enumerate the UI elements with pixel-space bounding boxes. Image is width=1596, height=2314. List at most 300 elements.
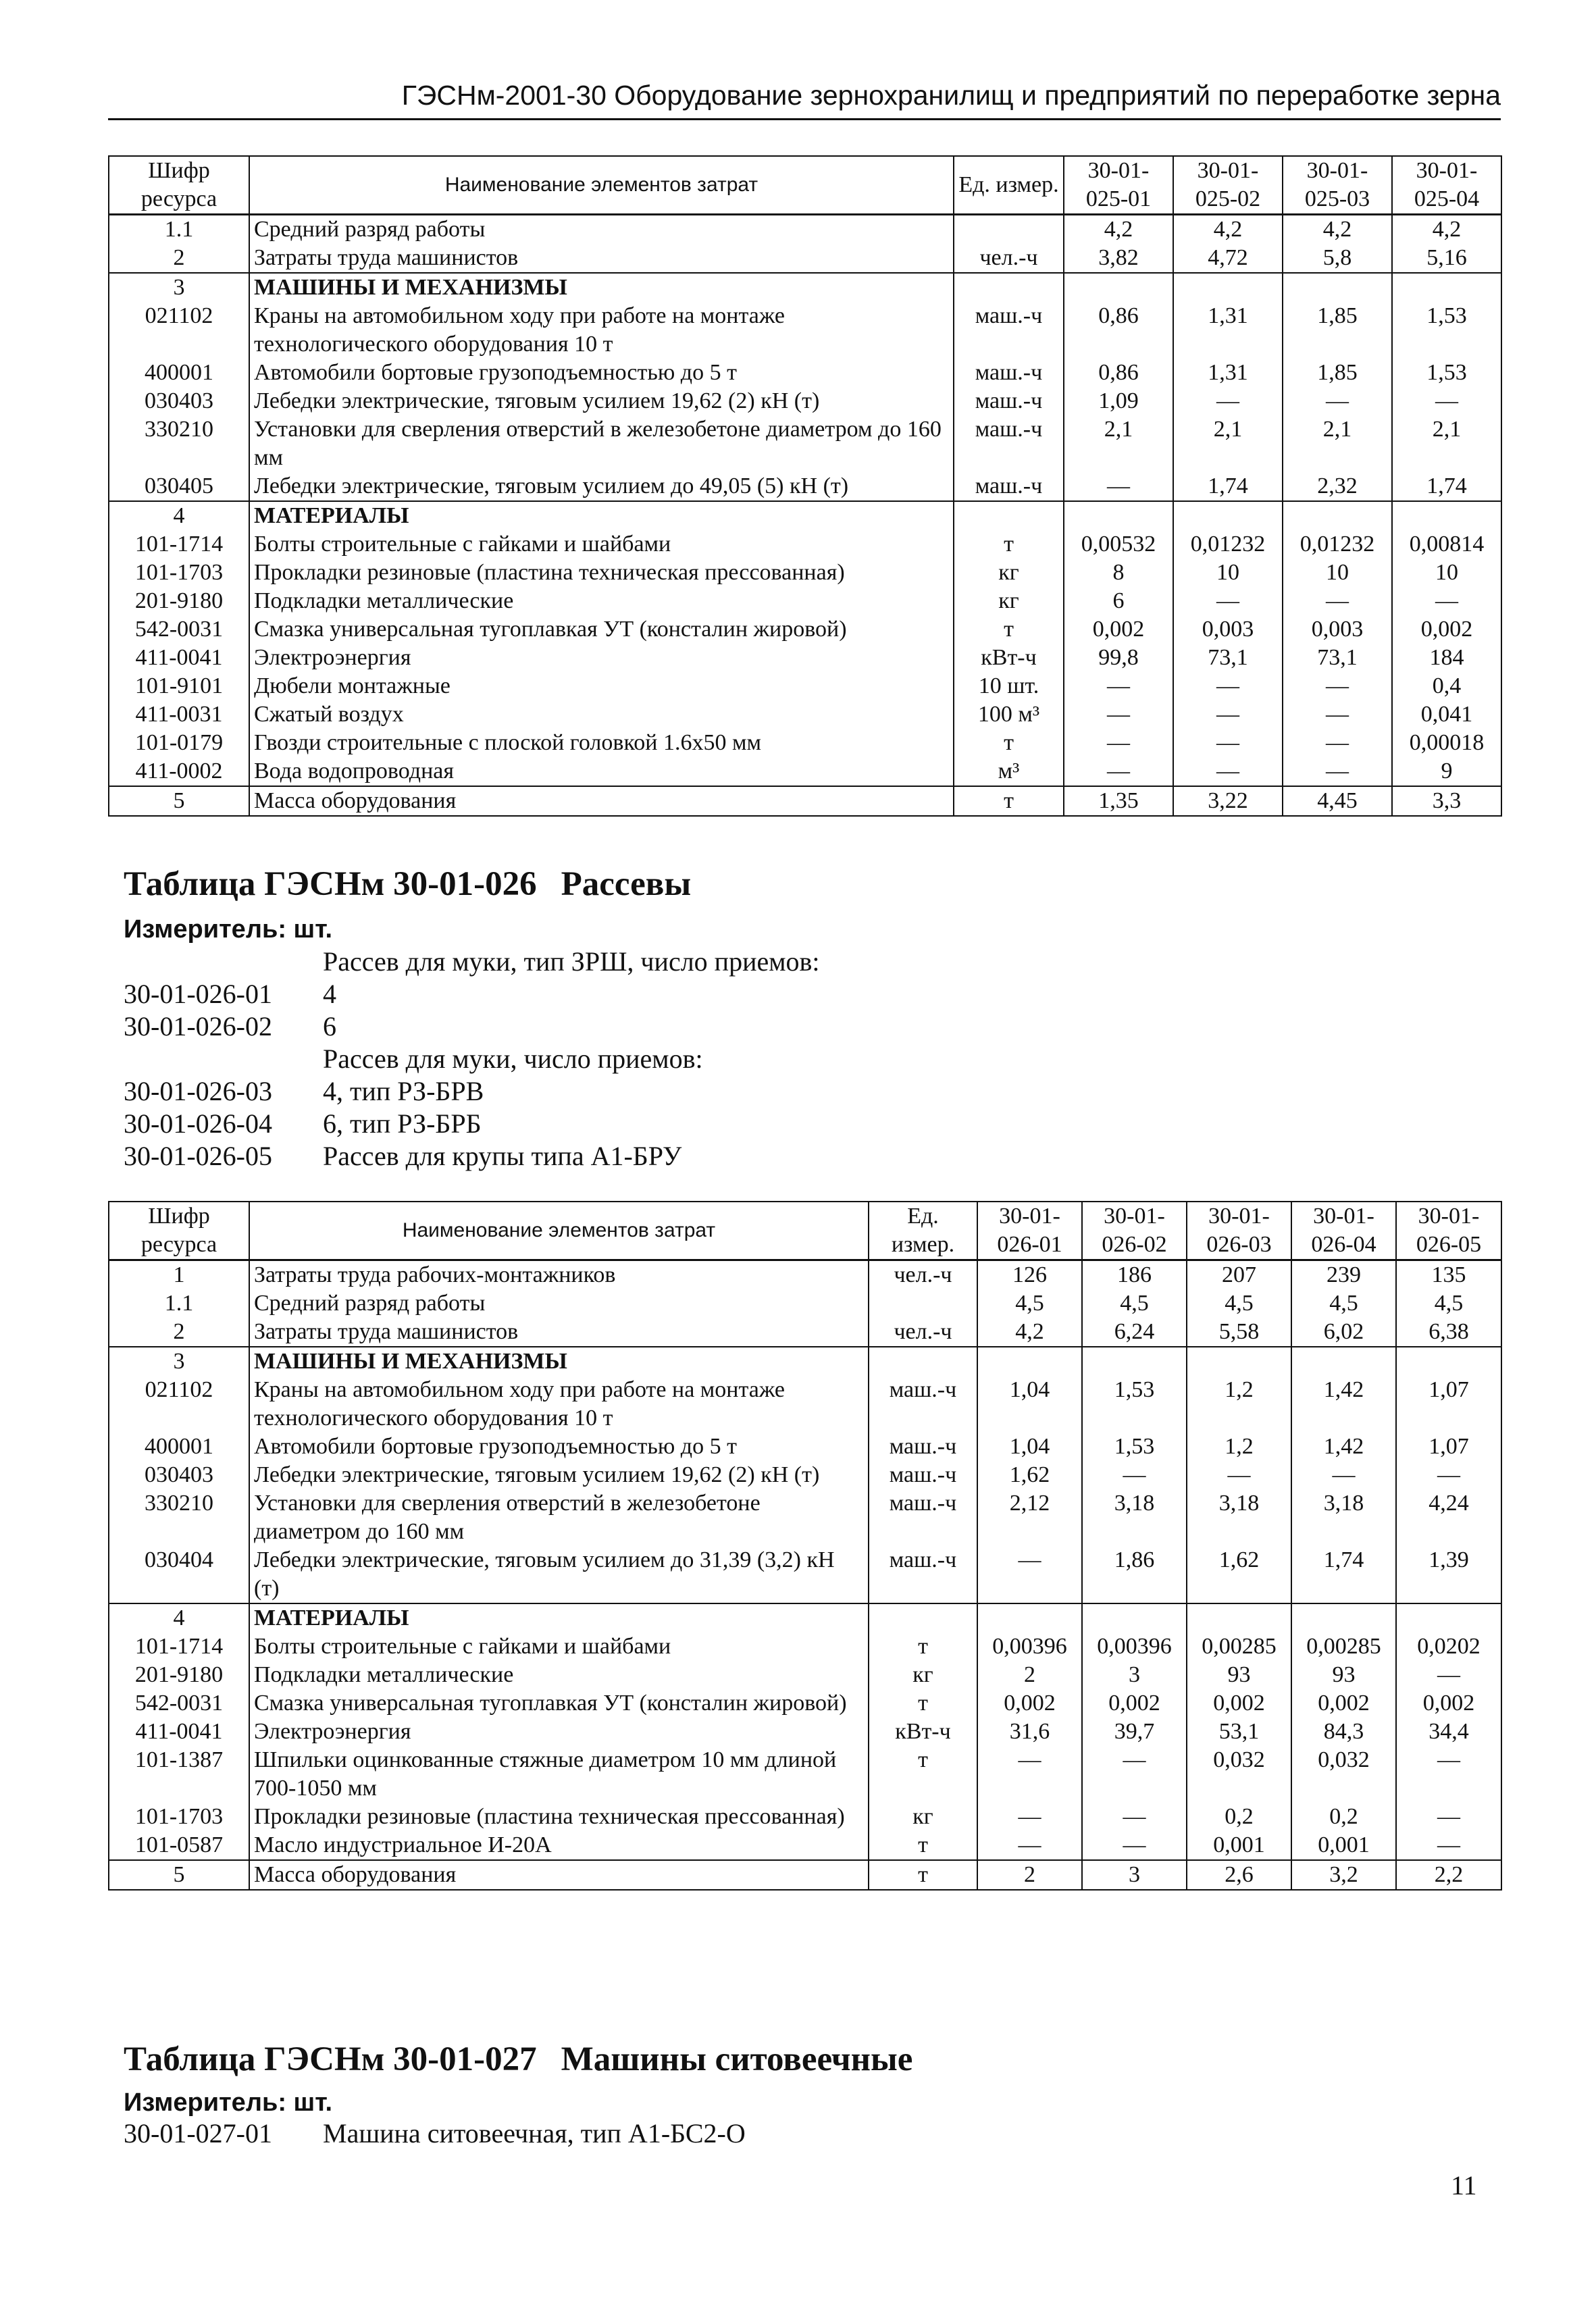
cost-element-name-cell: Смазка универсальная тугоплавкая УТ (консталин жировой) — [249, 1689, 869, 1718]
unit-cell: т — [869, 1746, 977, 1803]
value-cell: 1,07 — [1396, 1376, 1501, 1433]
table-row — [109, 244, 1501, 273]
value-cell: — — [1291, 1461, 1396, 1489]
resource-code-cell: 411-0031 — [109, 700, 249, 729]
value-cell: 3,18 — [1082, 1489, 1187, 1546]
cost-element-name-cell: Лебедки электрические, тяговым усилием 19,62 (2) кН (т) — [249, 1461, 869, 1489]
cost-element-name-cell: Автомобили бортовые грузоподъемностью до 5 т — [249, 359, 954, 387]
unit-cell: маш.-ч — [869, 1546, 977, 1603]
value-cell: 184 — [1392, 644, 1501, 672]
cost-element-name-cell: Автомобили бортовые грузоподъемностью до 5 т — [249, 1433, 869, 1461]
cost-element-name-cell: Вода водопроводная — [249, 757, 954, 786]
cost-element-name-cell: Смазка универсальная тугоплавкая УТ (консталин жировой) — [249, 615, 954, 644]
resource-code-cell: 101-1714 — [109, 1632, 249, 1661]
cost-element-name-cell: Средний разряд работы — [249, 1289, 869, 1318]
resource-code-cell: 3 — [109, 273, 249, 302]
cost-element-name-cell: Дюбели монтажные — [249, 672, 954, 700]
value-cell: — — [1392, 587, 1501, 615]
value-cell: — — [1173, 757, 1283, 786]
table-title-name: Машины ситовеечные — [561, 2040, 913, 2078]
table-row — [109, 1718, 1501, 1746]
value-cell: — — [977, 1803, 1082, 1831]
value-cell: — — [1064, 672, 1173, 700]
value-cell: 1,62 — [1187, 1546, 1291, 1603]
cost-element-name-cell: Масса оборудования — [249, 786, 954, 816]
value-cell — [1283, 273, 1392, 302]
cost-element-name-cell: Сжатый воздух — [249, 700, 954, 729]
table-body — [109, 215, 1501, 817]
value-cell: 4,5 — [1187, 1289, 1291, 1318]
table-row — [109, 273, 1501, 302]
value-cell: 34,4 — [1396, 1718, 1501, 1746]
variant-description: Рассев для муки, число приемов: — [323, 1044, 703, 1074]
value-cell — [1064, 273, 1173, 302]
unit-cell — [954, 273, 1064, 302]
resource-code-cell: 101-0179 — [109, 729, 249, 757]
variant-code: 30-01-026-01 — [124, 979, 272, 1009]
value-cell: — — [1396, 1746, 1501, 1803]
variant-row — [124, 978, 1137, 1010]
value-cell: 5,58 — [1187, 1318, 1291, 1347]
value-cell: — — [977, 1546, 1082, 1603]
resource-code-cell: 411-0041 — [109, 1718, 249, 1746]
resource-code-cell: 030404 — [109, 1546, 249, 1603]
table-row — [109, 757, 1501, 786]
resource-code-cell: 400001 — [109, 1433, 249, 1461]
value-cell — [1187, 1347, 1291, 1376]
value-cell: 9 — [1392, 757, 1501, 786]
cost-element-name-cell: Установки для сверления отверстий в железобетоне диаметром до 160 мм — [249, 415, 954, 472]
resource-code-cell: 2 — [109, 244, 249, 273]
resource-code-cell: 411-0041 — [109, 644, 249, 672]
variant-description: Рассев для крупы типа А1-БРУ — [323, 1141, 682, 1171]
value-cell: 0,2 — [1187, 1803, 1291, 1831]
value-cell: 1,53 — [1392, 359, 1501, 387]
value-cell: 4,45 — [1283, 786, 1392, 816]
variant-row — [124, 1010, 1137, 1043]
value-cell: 3,18 — [1291, 1489, 1396, 1546]
header-unit: Ед. измер. — [869, 1202, 977, 1260]
value-cell: 0,00018 — [1392, 729, 1501, 757]
unit-cell: чел.-ч — [869, 1260, 977, 1290]
header-name: Наименование элементов затрат — [249, 1202, 869, 1260]
variant-code: 30-01-026-05 — [124, 1141, 272, 1171]
table-title-code: Таблица ГЭСНм 30-01-026 — [124, 865, 537, 903]
unit-cell — [954, 501, 1064, 530]
table-row — [109, 1860, 1501, 1890]
value-cell: 0,032 — [1187, 1746, 1291, 1803]
value-cell: 0,00285 — [1187, 1632, 1291, 1661]
variant-code — [124, 946, 323, 978]
variant-row — [124, 1140, 1137, 1173]
value-cell: 0,002 — [1396, 1689, 1501, 1718]
resource-code-cell: 101-1703 — [109, 559, 249, 587]
value-cell: 2,12 — [977, 1489, 1082, 1546]
value-cell: 0,001 — [1187, 1831, 1291, 1860]
variant-list — [124, 2117, 1137, 2150]
value-cell: 186 — [1082, 1260, 1187, 1290]
unit-cell: т — [869, 1831, 977, 1860]
resource-code-cell: 5 — [109, 786, 249, 816]
unit-cell: кг — [869, 1661, 977, 1689]
value-cell: 0,00814 — [1392, 530, 1501, 559]
value-cell: 2,32 — [1283, 472, 1392, 501]
table-row — [109, 587, 1501, 615]
table-title-30-01-027 — [124, 2040, 912, 2079]
value-cell: 0,001 — [1291, 1831, 1396, 1860]
value-cell: 3 — [1082, 1860, 1187, 1890]
value-cell: — — [1173, 700, 1283, 729]
unit-cell: чел.-ч — [954, 244, 1064, 273]
value-cell: — — [1283, 700, 1392, 729]
value-cell: 6,24 — [1082, 1318, 1187, 1347]
value-cell — [977, 1603, 1082, 1632]
resource-code-cell: 1.1 — [109, 1289, 249, 1318]
value-cell: 4,72 — [1173, 244, 1283, 273]
cost-element-name-cell: Краны на автомобильном ходу при работе на монтаже технологического оборудования 10 т — [249, 1376, 869, 1433]
value-cell: 0,002 — [1291, 1689, 1396, 1718]
table-row — [109, 1632, 1501, 1661]
table-row — [109, 1661, 1501, 1689]
table-header-row — [109, 1202, 1501, 1260]
value-cell: 0,003 — [1283, 615, 1392, 644]
unit-cell: т — [869, 1860, 977, 1890]
value-cell: 2,1 — [1283, 415, 1392, 472]
value-cell: — — [1396, 1831, 1501, 1860]
resource-code-cell: 021102 — [109, 302, 249, 359]
value-cell: 5,16 — [1392, 244, 1501, 273]
value-cell: 0,002 — [1082, 1689, 1187, 1718]
table-header-row — [109, 156, 1501, 215]
value-cell: — — [1283, 729, 1392, 757]
cost-element-name-cell: Масса оборудования — [249, 1860, 869, 1890]
resource-code-cell: 101-1703 — [109, 1803, 249, 1831]
unit-cell — [869, 1347, 977, 1376]
meter-label: Измеритель: шт. — [124, 2088, 333, 2117]
unit-cell: маш.-ч — [869, 1489, 977, 1546]
value-cell: 73,1 — [1173, 644, 1283, 672]
value-cell: — — [1082, 1461, 1187, 1489]
cost-element-name-cell: Краны на автомобильном ходу при работе на монтаже технологического оборудования 10 т — [249, 302, 954, 359]
page-header: ГЭСНм-2001-30 Оборудование зернохранилищ и предприятий по переработке зерна — [108, 80, 1501, 120]
value-cell: 1,53 — [1392, 302, 1501, 359]
value-cell: 2,2 — [1396, 1860, 1501, 1890]
cost-element-name-cell: Прокладки резиновые (пластина техническая прессованная) — [249, 559, 954, 587]
value-cell: 4,5 — [1396, 1289, 1501, 1318]
value-cell: 10 — [1173, 559, 1283, 587]
unit-cell: т — [869, 1689, 977, 1718]
table-row — [109, 672, 1501, 700]
value-cell: — — [1396, 1461, 1501, 1489]
unit-cell: кВт-ч — [954, 644, 1064, 672]
header-col: 30-01-025-02 — [1173, 156, 1283, 215]
value-cell: 4,2 — [1173, 215, 1283, 245]
table-row — [109, 472, 1501, 501]
value-cell: 1,86 — [1082, 1546, 1187, 1603]
table-row — [109, 501, 1501, 530]
value-cell: 207 — [1187, 1260, 1291, 1290]
resource-code-cell: 201-9180 — [109, 587, 249, 615]
value-cell: 10 — [1392, 559, 1501, 587]
value-cell: — — [1396, 1661, 1501, 1689]
value-cell: — — [1173, 387, 1283, 415]
unit-cell: кг — [954, 559, 1064, 587]
resource-code-cell: 030403 — [109, 1461, 249, 1489]
value-cell: 1,85 — [1283, 359, 1392, 387]
value-cell: — — [1283, 672, 1392, 700]
header-col: 30-01-026-01 — [977, 1202, 1082, 1260]
resource-code-cell: 330210 — [109, 415, 249, 472]
value-cell: 6 — [1064, 587, 1173, 615]
resource-code-cell: 4 — [109, 1603, 249, 1632]
value-cell — [1082, 1603, 1187, 1632]
cost-element-name-cell: Лебедки электрические, тяговым усилием до 31,39 (3,2) кН (т) — [249, 1546, 869, 1603]
value-cell: 6,38 — [1396, 1318, 1501, 1347]
value-cell: 93 — [1291, 1661, 1396, 1689]
table-row — [109, 1260, 1501, 1290]
table-row — [109, 1831, 1501, 1860]
value-cell: 39,7 — [1082, 1718, 1187, 1746]
value-cell: 31,6 — [977, 1718, 1082, 1746]
value-cell: 4,2 — [1064, 215, 1173, 245]
table-row — [109, 1603, 1501, 1632]
value-cell — [1291, 1603, 1396, 1632]
variant-description: 6 — [323, 1011, 336, 1042]
value-cell: 0,002 — [977, 1689, 1082, 1718]
value-cell — [977, 1347, 1082, 1376]
value-cell: 84,3 — [1291, 1718, 1396, 1746]
value-cell — [1283, 501, 1392, 530]
resource-code-cell: 101-1387 — [109, 1746, 249, 1803]
value-cell: 5,8 — [1283, 244, 1392, 273]
value-cell — [1396, 1347, 1501, 1376]
header-col: 30-01-026-03 — [1187, 1202, 1291, 1260]
value-cell: — — [1173, 587, 1283, 615]
table-row — [109, 644, 1501, 672]
table-row — [109, 1546, 1501, 1603]
value-cell — [1173, 273, 1283, 302]
table-row — [109, 1461, 1501, 1489]
table-row — [109, 302, 1501, 359]
unit-cell: маш.-ч — [869, 1376, 977, 1433]
value-cell: — — [1064, 757, 1173, 786]
unit-cell: маш.-ч — [954, 302, 1064, 359]
value-cell: 0,032 — [1291, 1746, 1396, 1803]
value-cell — [1173, 501, 1283, 530]
table-row — [109, 1433, 1501, 1461]
value-cell — [1392, 501, 1501, 530]
variant-row — [124, 946, 1137, 978]
unit-cell: маш.-ч — [954, 415, 1064, 472]
value-cell: 1,74 — [1173, 472, 1283, 501]
page-number: 11 — [1451, 2170, 1477, 2201]
value-cell: — — [1396, 1803, 1501, 1831]
table-row — [109, 1376, 1501, 1433]
header-code: Шифр ресурса — [109, 1202, 249, 1260]
resource-code-cell: 101-9101 — [109, 672, 249, 700]
value-cell — [1064, 501, 1173, 530]
variant-description: Рассев для муки, тип ЗРШ, число приемов: — [323, 946, 820, 977]
unit-cell: маш.-ч — [954, 387, 1064, 415]
table-row — [109, 786, 1501, 816]
value-cell: — — [1283, 757, 1392, 786]
header-unit: Ед. измер. — [954, 156, 1064, 215]
value-cell: — — [1283, 587, 1392, 615]
resource-code-cell: 030405 — [109, 472, 249, 501]
table-row — [109, 1289, 1501, 1318]
resource-code-cell: 021102 — [109, 1376, 249, 1433]
value-cell: 1,42 — [1291, 1433, 1396, 1461]
resource-code-cell: 1 — [109, 1260, 249, 1290]
table-row — [109, 1689, 1501, 1718]
table-title-code: Таблица ГЭСНм 30-01-027 — [124, 2040, 537, 2078]
header-col: 30-01-025-01 — [1064, 156, 1173, 215]
header-col: 30-01-025-04 — [1392, 156, 1501, 215]
unit-cell: кВт-ч — [869, 1718, 977, 1746]
cost-element-name-cell: Затраты труда машинистов — [249, 1318, 869, 1347]
value-cell: 1,2 — [1187, 1376, 1291, 1433]
header-col: 30-01-026-04 — [1291, 1202, 1396, 1260]
value-cell: 4,2 — [977, 1318, 1082, 1347]
value-cell: 0,01232 — [1173, 530, 1283, 559]
resource-code-cell: 2 — [109, 1318, 249, 1347]
value-cell: 0,00396 — [977, 1632, 1082, 1661]
resource-code-cell: 330210 — [109, 1489, 249, 1546]
cost-element-name-cell: Средний разряд работы — [249, 215, 954, 245]
cost-element-name-cell: Электроэнергия — [249, 1718, 869, 1746]
value-cell: 99,8 — [1064, 644, 1173, 672]
cost-element-name-cell: Лебедки электрические, тяговым усилием 19,62 (2) кН (т) — [249, 387, 954, 415]
cost-element-name-cell: Масло индустриальное И-20А — [249, 1831, 869, 1860]
cost-element-name-cell: Болты строительные с гайками и шайбами — [249, 530, 954, 559]
value-cell: 1,85 — [1283, 302, 1392, 359]
cost-element-name-cell: Гвозди строительные с плоской головкой 1.6х50 мм — [249, 729, 954, 757]
value-cell: 2,1 — [1064, 415, 1173, 472]
value-cell: 73,1 — [1283, 644, 1392, 672]
resource-code-cell: 101-0587 — [109, 1831, 249, 1860]
cost-element-name-cell: МАТЕРИАЛЫ — [249, 1603, 869, 1632]
table-row — [109, 215, 1501, 245]
value-cell: — — [1392, 387, 1501, 415]
unit-cell: маш.-ч — [954, 359, 1064, 387]
value-cell: 1,31 — [1173, 302, 1283, 359]
value-cell: — — [1173, 672, 1283, 700]
variant-code: 30-01-027-01 — [124, 2118, 272, 2149]
cost-element-name-cell: Подкладки металлические — [249, 587, 954, 615]
unit-cell: кг — [869, 1803, 977, 1831]
value-cell: 0,00396 — [1082, 1632, 1187, 1661]
value-cell: 1,62 — [977, 1461, 1082, 1489]
value-cell: — — [1173, 729, 1283, 757]
value-cell: 1,74 — [1392, 472, 1501, 501]
value-cell: — — [1082, 1746, 1187, 1803]
table-row — [109, 700, 1501, 729]
unit-cell: т — [954, 530, 1064, 559]
header-col: 30-01-026-05 — [1396, 1202, 1501, 1260]
value-cell: 3,18 — [1187, 1489, 1291, 1546]
value-cell: 3 — [1082, 1661, 1187, 1689]
unit-cell: маш.-ч — [869, 1433, 977, 1461]
value-cell: 1,07 — [1396, 1433, 1501, 1461]
table-row — [109, 415, 1501, 472]
value-cell: 1,35 — [1064, 786, 1173, 816]
table-title-30-01-026 — [124, 865, 691, 904]
value-cell: 1,2 — [1187, 1433, 1291, 1461]
value-cell: — — [977, 1746, 1082, 1803]
value-cell: — — [1187, 1461, 1291, 1489]
resource-code-cell: 201-9180 — [109, 1661, 249, 1689]
resource-code-cell: 5 — [109, 1860, 249, 1890]
value-cell: 0,002 — [1064, 615, 1173, 644]
value-cell: 6,02 — [1291, 1318, 1396, 1347]
variant-row — [124, 1108, 1137, 1140]
value-cell: 1,53 — [1082, 1376, 1187, 1433]
value-cell — [1291, 1347, 1396, 1376]
value-cell: 93 — [1187, 1661, 1291, 1689]
cost-element-name-cell: Установки для сверления отверстий в железобетоне диаметром до 160 мм — [249, 1489, 869, 1546]
value-cell: — — [1082, 1831, 1187, 1860]
value-cell: 0,002 — [1187, 1689, 1291, 1718]
value-cell: 4,24 — [1396, 1489, 1501, 1546]
value-cell: 0,003 — [1173, 615, 1283, 644]
table-row — [109, 615, 1501, 644]
resource-code-cell: 542-0031 — [109, 615, 249, 644]
cost-table-30-01-025 — [108, 155, 1502, 817]
cost-element-name-cell: МАШИНЫ И МЕХАНИЗМЫ — [249, 1347, 869, 1376]
table-row — [109, 729, 1501, 757]
value-cell: 4,5 — [1082, 1289, 1187, 1318]
table-row — [109, 1803, 1501, 1831]
table-row — [109, 559, 1501, 587]
value-cell: 1,04 — [977, 1433, 1082, 1461]
cost-element-name-cell: Прокладки резиновые (пластина техническая прессованная) — [249, 1803, 869, 1831]
variant-description: 4, тип РЗ-БРВ — [323, 1076, 484, 1106]
value-cell: 2 — [977, 1661, 1082, 1689]
value-cell: 2 — [977, 1860, 1082, 1890]
resource-code-cell: 1.1 — [109, 215, 249, 245]
value-cell: 0,2 — [1291, 1803, 1396, 1831]
value-cell: 0,0202 — [1396, 1632, 1501, 1661]
value-cell: 126 — [977, 1260, 1082, 1290]
value-cell: 2,1 — [1173, 415, 1283, 472]
variant-description: 6, тип РЗ-БРБ — [323, 1108, 482, 1139]
variant-code: 30-01-026-04 — [124, 1108, 272, 1139]
header-code: Шифр ресурса — [109, 156, 249, 215]
table-row — [109, 1746, 1501, 1803]
value-cell: 0,01232 — [1283, 530, 1392, 559]
unit-cell: т — [954, 786, 1064, 816]
unit-cell: 10 шт. — [954, 672, 1064, 700]
value-cell: 3,82 — [1064, 244, 1173, 273]
resource-code-cell: 4 — [109, 501, 249, 530]
value-cell — [1187, 1603, 1291, 1632]
variant-code — [124, 1043, 323, 1075]
value-cell: 1,42 — [1291, 1376, 1396, 1433]
value-cell: 1,31 — [1173, 359, 1283, 387]
table-row — [109, 359, 1501, 387]
variant-list — [124, 946, 1137, 1173]
unit-cell — [869, 1603, 977, 1632]
unit-cell: чел.-ч — [869, 1318, 977, 1347]
resource-code-cell: 542-0031 — [109, 1689, 249, 1718]
table-row — [109, 1318, 1501, 1347]
value-cell: 0,00532 — [1064, 530, 1173, 559]
value-cell — [1392, 273, 1501, 302]
variant-code: 30-01-026-02 — [124, 1011, 272, 1042]
cost-element-name-cell: Лебедки электрические, тяговым усилием до 49,05 (5) кН (т) — [249, 472, 954, 501]
value-cell: 4,5 — [977, 1289, 1082, 1318]
value-cell: — — [1064, 472, 1173, 501]
